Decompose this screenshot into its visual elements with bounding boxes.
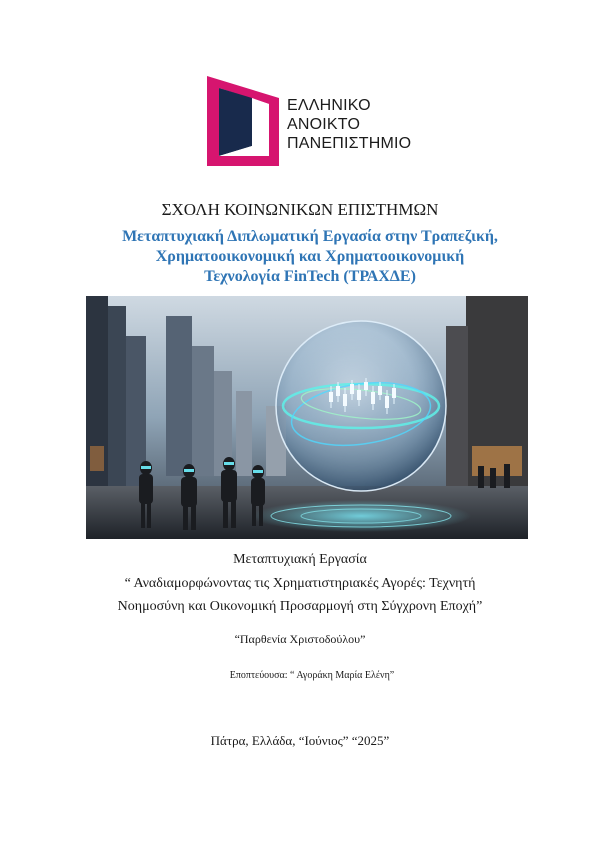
program-title <box>60 227 560 287</box>
document-genre: Μεταπτυχιακή Εργασία <box>233 552 367 567</box>
logo-line-1: ΕΛΛΗΝΙΚΟ <box>287 97 371 114</box>
cover-image <box>86 296 528 539</box>
program-line-3: Τεχνολογία FinTech (ΤΡΑΧΔΕ) <box>204 268 416 285</box>
supervisor: Εποπτεύουσα: “ Αγοράκη Μαρία Ελένη” <box>229 670 395 681</box>
school-name: ΣΧΟΛΗ ΚΟΙΝΩΝΙΚΩΝ ΕΠΙΣΤΗΜΩΝ <box>161 200 439 219</box>
thesis-title-line-2: Νοημοσύνη και Οικονομική Προσαρμογή στη Σύγχρονη Εποχή” <box>117 599 483 614</box>
author-name: “Παρθενία Χριστοδούλου” <box>234 632 366 646</box>
university-logo <box>207 76 422 166</box>
program-line-1: Μεταπτυχιακή Διπλωματική Εργασία στην Τραπεζική, <box>122 228 498 245</box>
thesis-title-line-1: “ Αναδιαμορφώνοντας τις Χρηματιστηριακές Αγορές: Τεχνητή <box>124 576 476 591</box>
place-and-date: Πάτρα, Ελλάδα, “Ιούνιος” “2025” <box>210 733 390 748</box>
logo-book-icon <box>207 76 287 166</box>
logo-line-2: ΑΝΟΙΚΤΟ <box>287 116 361 133</box>
program-line-2: Χρηματοοικονομική και Χρηματοοικονομική <box>155 248 465 265</box>
logo-line-3: ΠΑΝΕΠΙΣΤΗΜΙΟ <box>287 135 412 152</box>
logo-wordmark <box>287 96 411 153</box>
